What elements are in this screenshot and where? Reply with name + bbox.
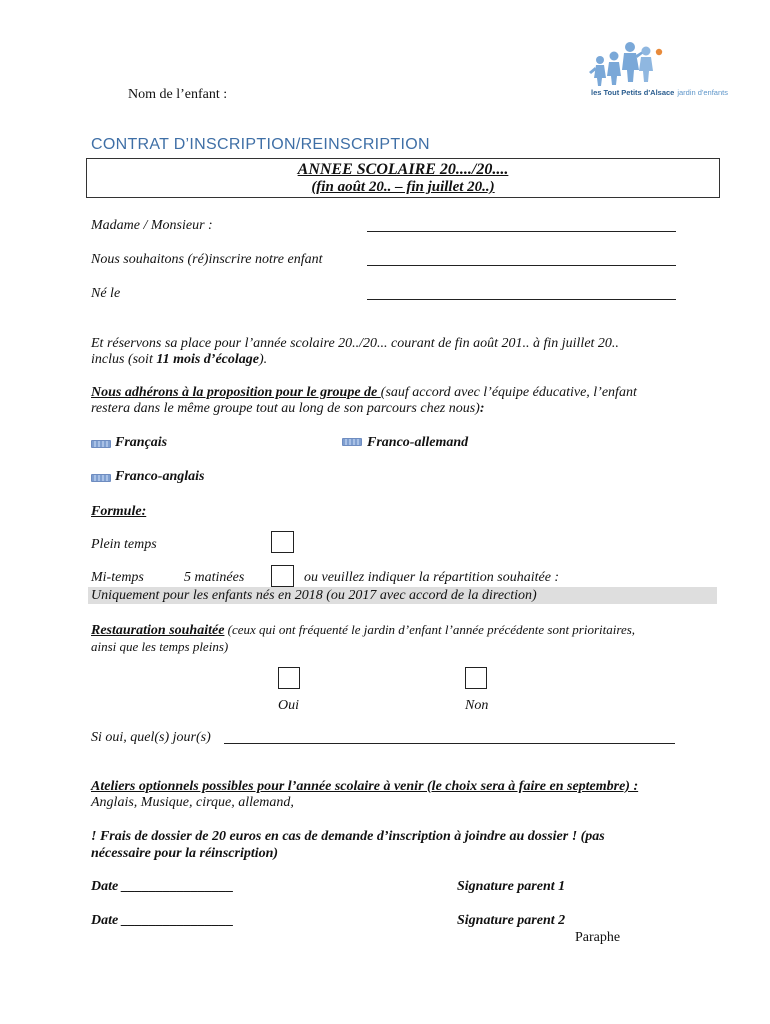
group-note-2: restera dans le même groupe tout au long de son parcours chez nous) — [91, 401, 480, 416]
franco-anglais-option-marker[interactable] — [91, 474, 111, 482]
catering-note-1: (ceux qui ont fréquenté le jardin d’enfant l’année précédente sont prioritaires, — [224, 622, 636, 637]
born-field-line[interactable] — [367, 299, 676, 300]
catering-line1 — [91, 622, 635, 639]
signature-parent-2: Signature parent 2 — [457, 913, 566, 928]
which-days-label: Si oui, quel(s) jour(s) — [91, 730, 211, 745]
catering-yes-checkbox[interactable] — [278, 667, 300, 689]
child-name-label: Nom de l’enfant : — [128, 87, 228, 102]
half-time-checkbox[interactable] — [271, 565, 294, 587]
date-field-2[interactable]: Date ________________ — [91, 913, 234, 928]
option-franco-anglais: Franco-anglais — [115, 469, 205, 484]
reservation-prefix: inclus (soit — [91, 352, 157, 367]
catering-no-label: Non — [465, 698, 489, 713]
workshops-list: Anglais, Musique, cirque, allemand, — [91, 795, 294, 810]
logo-subtitle: jardin d'enfants — [677, 88, 728, 97]
mornings-label: 5 matinées — [184, 570, 245, 585]
reservation-months: 11 mois d’écolage — [156, 352, 259, 367]
repartition-label: ou veuillez indiquer la répartition souhaitée : — [304, 570, 560, 585]
catering-note-2: ainsi que les temps pleins) — [91, 639, 229, 654]
fees-line2: nécessaire pour la réinscription) — [91, 846, 279, 861]
group-heading: Nous adhérons à la proposition pour le groupe de — [91, 385, 381, 400]
full-time-label: Plein temps — [91, 537, 157, 552]
option-franco-allemand: Franco-allemand — [367, 435, 469, 450]
group-line2 — [91, 401, 485, 417]
initials-label: Paraphe — [575, 930, 621, 945]
reservation-suffix: ). — [259, 352, 268, 367]
enroll-field-line[interactable] — [367, 265, 676, 266]
parent-field-line[interactable] — [367, 231, 676, 232]
full-time-checkbox[interactable] — [271, 531, 294, 553]
school-year-box — [86, 158, 720, 198]
logo-caption — [591, 88, 728, 97]
formula-heading: Formule: — [91, 504, 147, 519]
reservation-line2 — [91, 352, 267, 368]
school-year-period: (fin août 20.. – fin juillet 20..) — [311, 179, 495, 195]
fees-line1: ! Frais de dossier de 20 euros en cas de demande d’inscription à joindre au dossier ! (pas — [91, 829, 605, 844]
catering-yes-label: Oui — [278, 698, 299, 713]
logo-brand: les Tout Petits d'Alsace — [591, 88, 675, 97]
signature-parent-1: Signature parent 1 — [457, 879, 566, 894]
franco-allemand-option-marker[interactable] — [342, 438, 362, 446]
parent-label: Madame / Monsieur : — [91, 218, 213, 233]
half-time-label: Mi-temps — [91, 570, 144, 585]
which-days-field-line[interactable] — [224, 743, 675, 744]
option-francais: Français — [115, 435, 168, 450]
born-label: Né le — [91, 286, 121, 301]
workshops-heading: Ateliers optionnels possibles pour l’année scolaire à venir (le choix sera à faire en septembre) : — [91, 779, 639, 794]
catering-no-checkbox[interactable] — [465, 667, 487, 689]
catering-heading: Restauration souhaitée — [91, 623, 225, 638]
francais-option-marker[interactable] — [91, 440, 111, 448]
school-year-title: ANNEE SCOLAIRE 20..../20.... — [297, 161, 509, 178]
reservation-line1: Et réservons sa place pour l’année scolaire 20../20... courant de fin août 201.. à fin juillet 20.. — [91, 336, 619, 351]
age-restriction-note: Uniquement pour les enfants nés en 2018 (ou 2017 avec accord de la direction) — [91, 588, 537, 603]
group-colon: : — [479, 401, 485, 416]
date-field-1[interactable]: Date ________________ — [91, 879, 234, 894]
enroll-label: Nous souhaitons (ré)inscrire notre enfant — [91, 252, 323, 267]
group-line1 — [91, 385, 637, 401]
group-note-1: (sauf accord avec l’équipe éducative, l’enfant — [380, 385, 637, 400]
contract-title: CONTRAT D’INSCRIPTION/REINSCRIPTION — [91, 136, 430, 153]
